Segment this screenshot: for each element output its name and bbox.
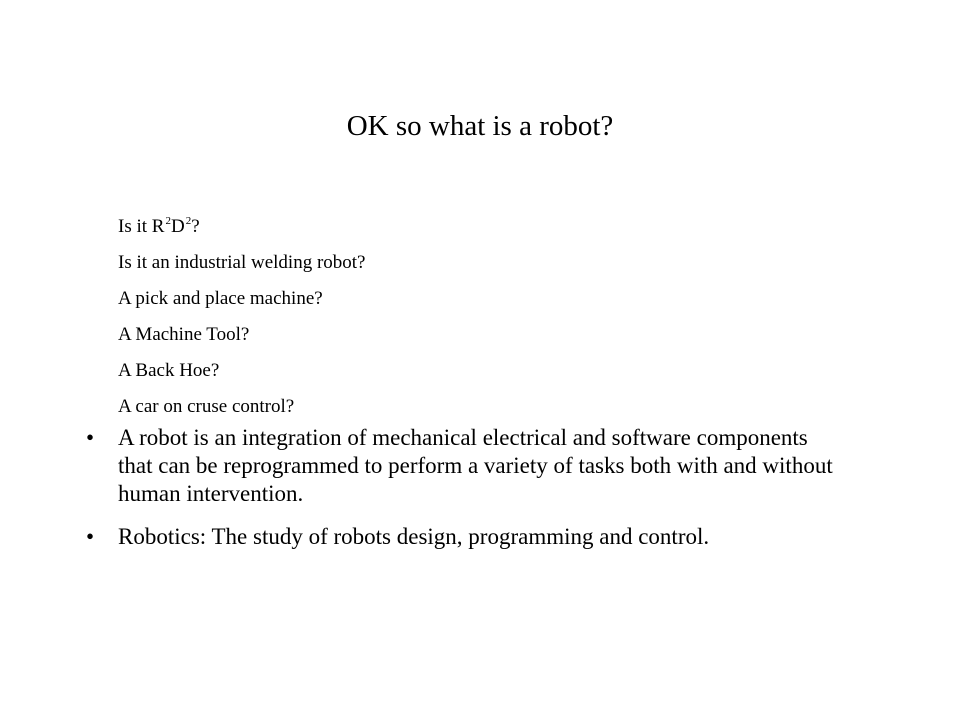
question-list (118, 214, 365, 430)
bullet-marker: • (86, 425, 95, 450)
question-r2d2-prefix: Is it R (118, 216, 165, 237)
slide-title: OK so what is a robot? (346, 110, 614, 142)
question-back-hoe: A Back Hoe? (118, 360, 220, 381)
question-r2d2-sup-2: 2 (185, 215, 192, 227)
question-r2d2-suffix: ? (191, 216, 200, 237)
bullet-robot-definition (80, 424, 840, 508)
bullet-robotics-definition (80, 523, 840, 551)
bullet-list (80, 424, 840, 566)
question-machine-tool: A Machine Tool? (118, 324, 250, 345)
question-r2d2 (118, 214, 365, 239)
question-r2d2-mid: D (170, 216, 185, 237)
question-pick-and-place: A pick and place machine? (118, 288, 323, 309)
question-welding-robot: Is it an industrial welding robot? (118, 252, 366, 273)
bullet-robot-definition-text: A robot is an integration of mechanical electrical and software components that can be reprogrammed to perform a variety of tasks both with and without human intervention. (118, 425, 833, 506)
bullet-robotics-definition-text: Robotics: The study of robots design, programming and control. (118, 524, 710, 549)
bullet-marker: • (86, 524, 95, 549)
question-cruise-control: A car on cruse control? (118, 396, 295, 417)
question-r2d2-sup-1: 2 (165, 215, 171, 227)
